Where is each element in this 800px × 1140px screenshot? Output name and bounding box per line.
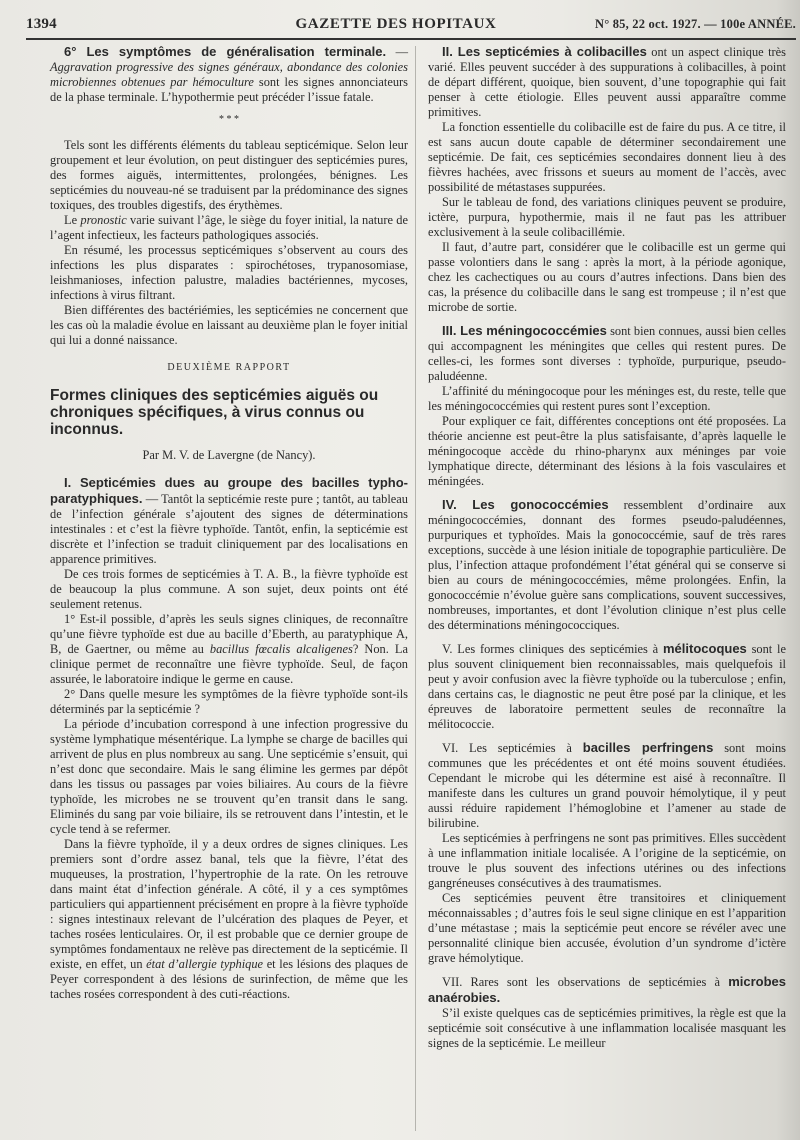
paragraph-signes: Dans la fièvre typhoïde, il y a deux ordres de signes cliniques. Les premiers sont d’ordre assez banal, tels que la fièvre, l’état des muqueuses, la prostration, l’hypertrophie de la rate. On les retrouve dans maint état d’infection générale. A côté, il y a ces symptômes particuliers qui appartiennent précisément en propre à la fièvre typhoïde : signes intestinaux relevant de l’ulcération des plaques de Peyer, et taches rosées lenticulaires. Or, il est probable que ce dernier groupe de symptômes fondamentaux ne relève pas directement de la septicémie. Il existe, en effet, un état d’allergie typhique et les lésions des plaques de Peyer correspondent à des lésions de surinfection, de même que les taches rosées correspondent à des cuti-réactions. bbox=[50, 837, 408, 1001]
header-rule bbox=[26, 38, 796, 40]
right-column bbox=[428, 44, 786, 1051]
paragraph-meningocoque-theorie: Pour expliquer ce fait, différentes conceptions ont été proposées. La théorie ancienne est peut-être la plus satisfaisante, d’après laquelle le méningocoque accède du rhino-pharynx aux méninges par voie lymphatique directe, déterminant des lésions à la fois vasculaires et méningées. bbox=[428, 414, 786, 488]
journal-title: GAZETTE DES HOPITAUX bbox=[295, 16, 497, 32]
paragraph-resume: En résumé, les processus septicémiques s’observent au cours des infections les plus disparates : spirochétoses, trypanosomiase, leishmanioses, infection palustre, maladies bactériennes, mycoses, infections à virus filtrant. bbox=[50, 243, 408, 302]
paragraph-bacteriemies: Bien différentes des bactériémies, les septicémies ne concernent que les cas où la maladie évolue en laissant au deuxième plan le foyer initial qui lui a donné naissance. bbox=[50, 303, 408, 347]
article-title: Formes cliniques des septicémies aiguës ou chroniques spécifiques, à virus connus ou inconnus. bbox=[50, 387, 379, 438]
section-5: V. Les formes cliniques des septicémies à mélitocoques sont le plus souvent cliniquement bien reconnaissables, mais quelquefois il peut y avoir confusion avec la fièvre typhoïde ou la tuberculose ; enfin, dans certains cas, le diagnostic ne peut être posé par la clinique, et les épreuves de laboratoire permettent seules de reconnaître la mélitococcie. bbox=[428, 641, 787, 731]
section-stars: * * * bbox=[219, 114, 239, 125]
section-6: VI. Les septicémies à bacilles perfringens sont moins communes que les précédentes et ont été moins souvent étudiées. Cependant le microbe qui les détermine est aisé à reconnaître. Il manifeste dans les cultures un grand pouvoir hémolytique, il y peut aussi réduire rapidement l’hémoglobine et l’amener au stade de bilirubine. bbox=[428, 740, 786, 830]
spacer bbox=[428, 633, 786, 641]
article-author: Par M. V. de Lavergne (de Nancy). bbox=[142, 448, 316, 462]
section-2: II. Les septicémies à colibacilles ont un aspect clinique très varié. Elles peuvent succéder à des suppurations à colibacilles, à point de départ différent, quoique, bien souvent, d’une topographie qui fait penser à cette étiologie. Elles peuvent aussi apparaître comme primitives. bbox=[428, 44, 786, 119]
paragraph-meningocoque-affinite: L’affinité du méningocoque pour les méninges est, du reste, telle que les méningococcémies qui restent pures sont l’exception. bbox=[428, 384, 786, 413]
spacer bbox=[428, 315, 786, 323]
issue-info: N° 85, 22 oct. 1927. — 100e ANNÉE. bbox=[594, 17, 796, 31]
paragraph-incubation: La période d’incubation correspond à une infection progressive du système lymphatique mésentérique. La lymphe se charge de bacilles qui arrivent de plus en plus nombreux au sang. Une septicémie s’ensuit, qui n’est donc que secondaire. Mais le sang élimine les germes par dépôt dans les tissus ou passages par voies biliaires. Au cours de la fièvre typhoïde, les microbes ne se trouvent qu’en transit dans le sang. Eliminés du sang par voie biliaire, ils se retrouvent dans l’intestin, et le cycle tend à se refermer. bbox=[50, 717, 408, 836]
spacer bbox=[428, 966, 786, 974]
paragraph-perfringens-transitoires: Ces septicémies peuvent être transitoires et cliniquement méconnaissables ; d’autres fois le seul signe clinique en est l’apparition d’une métastase ; mais la septicémie peut encore se révéler avec une personnalité clinique bien accusée, évolution d’un syndrome d’ictère grave hémolytique. bbox=[428, 891, 786, 965]
paragraph-tab: De ces trois formes de septicémies à T. A. B., la fièvre typhoïde est de beaucoup la plus commune. A son sujet, deux points ont été seulement retenus. bbox=[50, 567, 408, 611]
page-number: 1394 bbox=[26, 16, 57, 32]
paragraph-summary: Tels sont les différents éléments du tableau septicémique. Selon leur groupement et leur évolution, on peut distinguer des septicémies pures, des formes aiguës, intermittentes, prolongées, bénignes. Les septicémies du nouveau-né se traduisent par la prédominance des signes toxiques, des troubles digestifs, des érythèmes. bbox=[50, 138, 408, 212]
paragraph-perfringens-origine: Les septicémies à perfringens ne sont pas primitives. Elles succèdent à une inflammation initiale localisée. A l’origine de la septicémie, on trouve le plus souvent des infections utérines ou des infections gangréneuses consécutives à des traumatismes. bbox=[428, 831, 786, 890]
section-1: I. Septicémies dues au groupe des bacilles typho-paratyphiques. — Tantôt la septicémie reste pure ; tantôt, au tableau de l’infection générale s’ajoutent des signes de déterminations intestinales : et c’est la fièvre typhoïde. Tantôt, enfin, la septicémie est discrète et l’infection se traduit cliniquement par des localisations en apparence primitives. bbox=[50, 475, 408, 566]
column-divider bbox=[415, 46, 416, 1131]
paragraph-point-2: 2° Dans quelle mesure les symptômes de la fièvre typhoïde sont-ils déterminés par la septicémie ? bbox=[50, 687, 408, 716]
report-label: DEUXIÈME RAPPORT bbox=[167, 362, 291, 373]
paragraph-colibacille-sang: Il faut, d’autre part, considérer que le colibacille est un germe qui passe volontiers dans le sang : après la mort, à la période agonique, chez les cachectiques ou au cours d’autres infections. Dans bien des cas, la présence du colibacille dans le sang est trompeuse ; il n’est que microbe de sortie. bbox=[428, 240, 786, 314]
paragraph-pronostic: Le pronostic varie suivant l’âge, le siège du foyer initial, la nature de l’agent infectieux, les facteurs pathologiques associés. bbox=[50, 213, 408, 242]
running-header bbox=[26, 14, 796, 38]
section-7: VII. Rares sont les observations de septicémies à microbes anaérobies. bbox=[428, 974, 786, 1005]
spacer bbox=[428, 732, 786, 740]
paragraph-point-1: 1° Est-il possible, d’après les seuls signes cliniques, de reconnaître qu’une fièvre typhoïde est due au bacille d’Eberth, au paratyphique A, B, de Gaertner, ou même au bacillus fœcalis alcaligenes? Non. La clinique permet de reconnaître une fièvre typhoïde. Seul, de façon assurée, le laboratoire indique le germe en cause. bbox=[50, 612, 409, 686]
paragraph-anaerobies: S’il existe quelques cas de septicémies primitives, la règle est que la septicémie soit consécutive à une inflammation localisée masquant les signes de la septicémie. Le meilleur bbox=[428, 1006, 786, 1050]
section-3: III. Les méningococcémies sont bien connues, aussi bien celles qui accompagnent les méningites que celles qui restent pures. De celles-ci, les formes sont diverses : typhoïde, purpurique, pseudo-paludéenne. bbox=[428, 323, 787, 383]
paragraph-colibacille-tableau: Sur le tableau de fond, des variations cliniques peuvent se produire, ictère, purpura, hypothermie, mais il ne faut pas les attribuer exclusivement à la seule colibacillémie. bbox=[428, 195, 786, 239]
paragraph-colibacille-fonction: La fonction essentielle du colibacille est de faire du pus. A ce titre, il est sans aucun doute capable de déterminer secondairement une septicémie. De fait, ces septicémies secondaires donnent lieu à des fièvres hachées, avec frissons et sueurs au moment de l’accès, avec possibilité de métastases suppurées. bbox=[428, 120, 786, 194]
left-column bbox=[50, 44, 408, 1002]
paragraph-generalisation: 6° Les symptômes de généralisation terminale. — Aggravation progressive des signes généraux, abondance des colonies microbiennes obtenues par hémoculture sont les signes annonciateurs de la phase terminale. L’hypothermie peut précéder l’issue fatale. bbox=[50, 44, 408, 104]
spacer bbox=[428, 489, 786, 497]
section-4: IV. Les gonococcémies ressemblent d’ordinaire aux méningococcémies, donnant des formes pseudo-paludéennes, purpuriques et typhoïdes. Mais la gonococcémie, sauf de très rares exceptions, succède à une lésion initiale de topographie particulière. De plus, l’infection attaque profondément l’état général qui se conserve si bien au cours de méningococcémies, même prolongées. Enfin, la gonococcémie n’évolue guère sans complications, souvent successives, nombreuses, importantes, et dont l’évolution clinique n’est plus celle des déterminations méningococciques. bbox=[428, 497, 786, 632]
